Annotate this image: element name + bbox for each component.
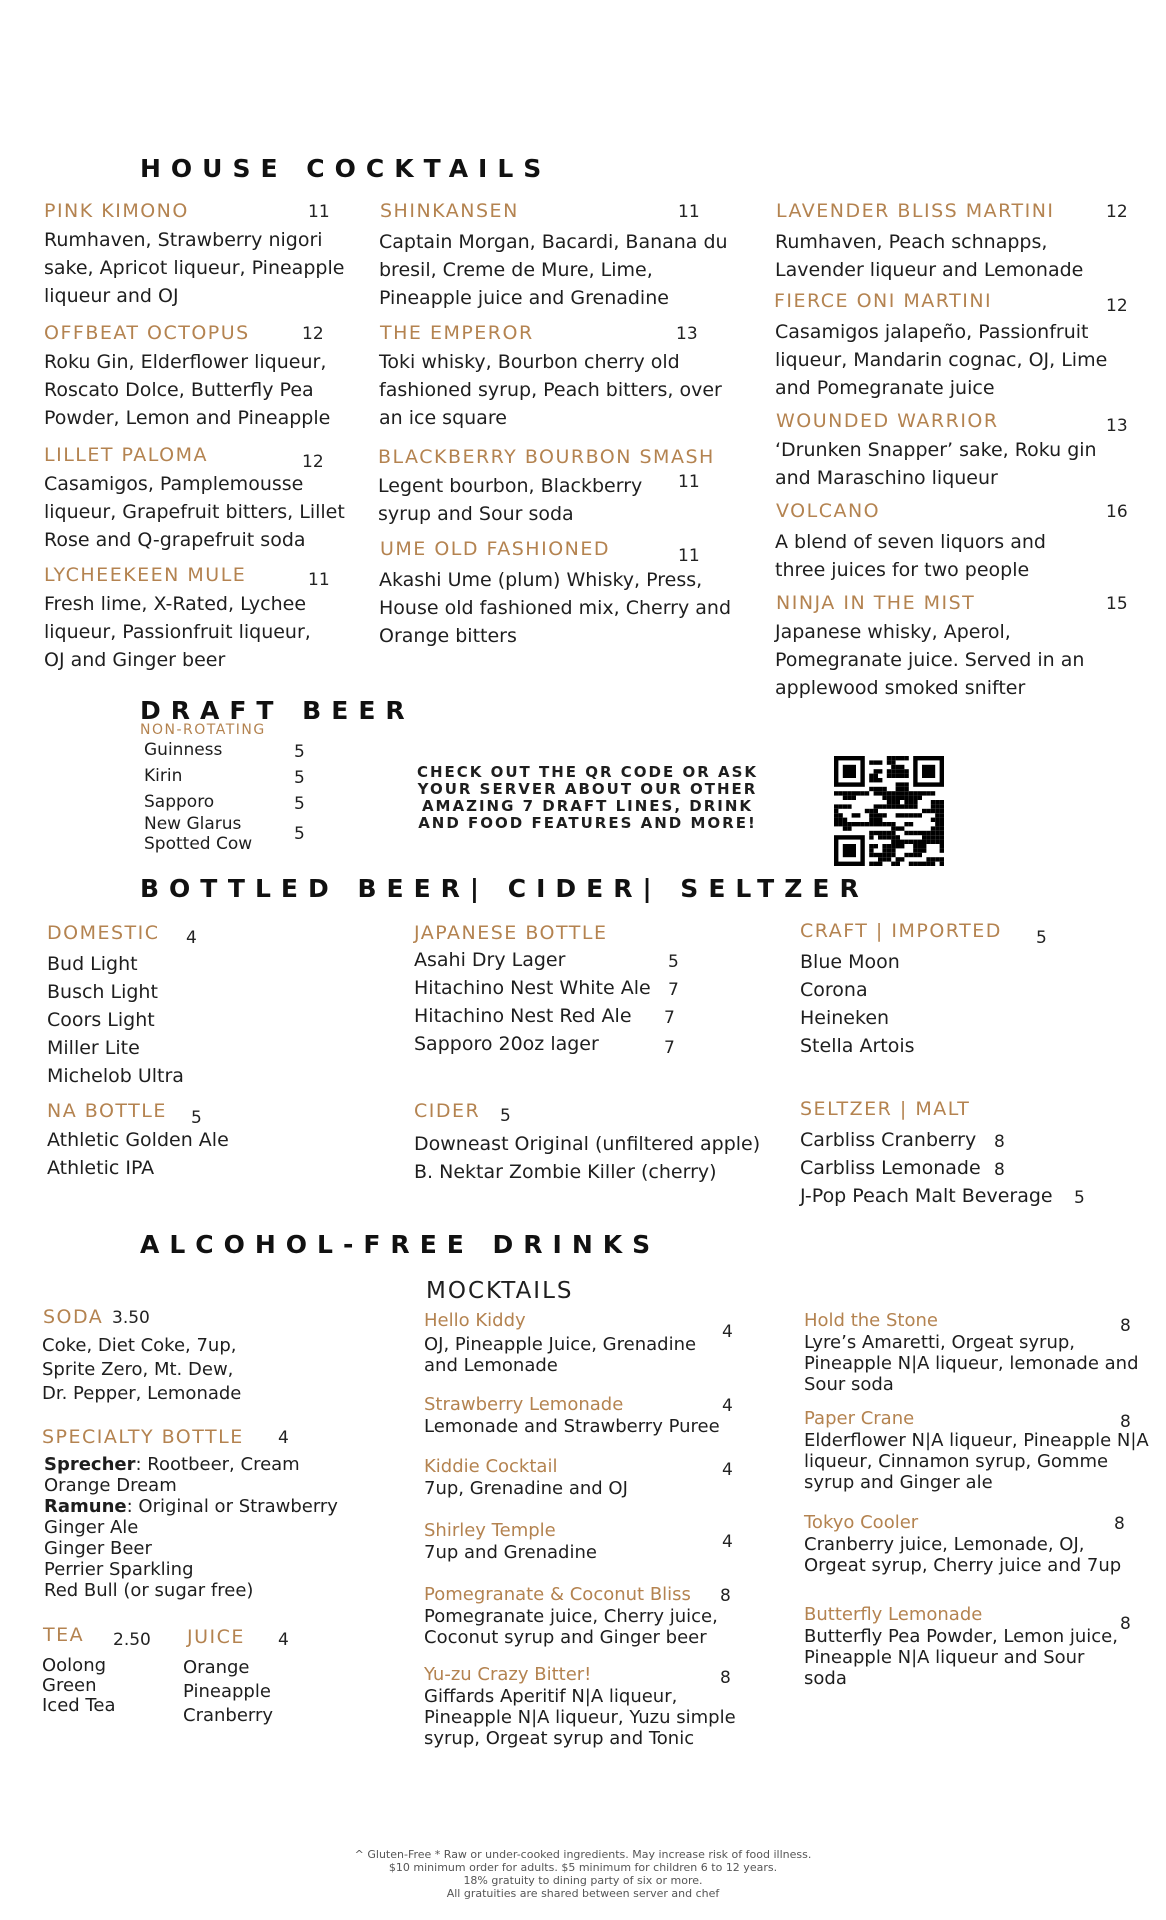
soda-price: 3.50 <box>112 1308 150 1328</box>
cocktail-name: UME OLD FASHIONED <box>380 538 610 560</box>
list-item: Iced Tea <box>42 1695 116 1716</box>
mocktail-desc: Lyre’s Amaretti, Orgeat syrup, Pineapple N|A liqueur, lemonade and Sour soda <box>804 1332 1139 1395</box>
mocktail-name: Shirley Temple <box>424 1520 556 1541</box>
footer-line: All gratuities are shared between server and chef <box>446 1887 720 1900</box>
mocktail-price: 8 <box>1120 1614 1131 1634</box>
mocktail-name: Kiddie Cocktail <box>424 1456 558 1477</box>
cocktail-name: SHINKANSEN <box>380 200 519 222</box>
mocktail-price: 4 <box>722 1532 733 1552</box>
list-item: Hitachino Nest Red Ale <box>414 1005 632 1027</box>
mocktail-name: Butterfly Lemonade <box>804 1604 983 1625</box>
list-item: Orange <box>183 1657 250 1678</box>
list-item: Carbliss Lemonade <box>800 1157 981 1179</box>
na-bottle-list <box>47 1126 229 1182</box>
mocktail-desc: Pomegranate juice, Cherry juice, Coconut syrup and Ginger beer <box>424 1606 718 1648</box>
cocktail-price: 12 <box>302 324 324 344</box>
cider-title: CIDER <box>414 1100 481 1122</box>
domestic-price: 4 <box>186 928 197 948</box>
footer-notes <box>283 1848 883 1900</box>
cocktail-desc: Toki whisky, Bourbon cherry old fashioned syrup, Peach bitters, over an ice square <box>379 351 722 429</box>
cocktail-name: WOUNDED WARRIOR <box>776 410 999 432</box>
footer-line: $10 minimum order for adults. $5 minimum for children 6 to 12 years. <box>388 1861 778 1874</box>
draft-beer-price: 5 <box>294 824 305 844</box>
list-item: Sapporo 20oz lager <box>414 1033 599 1055</box>
draft-beer-name: Kirin <box>144 766 183 786</box>
cocktail-name: LILLET PALOMA <box>44 444 209 466</box>
craft-list <box>800 948 915 1060</box>
mocktail-name: Paper Crane <box>804 1408 915 1429</box>
japanese-price: 7 <box>664 1038 675 1058</box>
list-item: J-Pop Peach Malt Beverage <box>800 1185 1053 1207</box>
specialty-list <box>44 1454 338 1601</box>
cocktail-name: LYCHEEKEEN MULE <box>44 564 247 586</box>
mocktail-name: Hold the Stone <box>804 1310 938 1331</box>
list-item: Downeast Original (unfiltered apple) <box>414 1133 761 1155</box>
cocktail-price: 12 <box>1106 296 1128 316</box>
list-item: B. Nektar Zombie Killer (cherry) <box>414 1161 717 1183</box>
cocktail-desc: Roku Gin, Elderflower liqueur, Roscato Dolce, Butterfly Pea Powder, Lemon and Pineapple <box>44 351 331 429</box>
ramune-label: Ramune <box>44 1496 127 1517</box>
mocktail-price: 8 <box>1114 1514 1125 1534</box>
list-item: Coors Light <box>47 1009 155 1031</box>
mocktail-price: 8 <box>1120 1412 1131 1432</box>
cocktail-price: 11 <box>678 546 700 566</box>
mocktail-name: Strawberry Lemonade <box>424 1394 624 1415</box>
domestic-title: DOMESTIC <box>47 922 160 944</box>
list-item: Sprite Zero, Mt. Dew, <box>42 1359 234 1380</box>
list-item: Stella Artois <box>800 1035 915 1057</box>
cocktail-name: OFFBEAT OCTOPUS <box>44 322 250 344</box>
list-item: Pineapple <box>183 1681 271 1702</box>
cocktail-price: 11 <box>308 202 330 222</box>
list-item: Heineken <box>800 1007 890 1029</box>
seltzer-price: 8 <box>994 1132 1005 1152</box>
cocktail-desc: Casamigos jalapeño, Passionfruit liqueur, Mandarin cognac, OJ, Lime and Pomegranate juice <box>775 321 1108 399</box>
cocktail-name: BLACKBERRY BOURBON SMASH <box>378 446 715 468</box>
domestic-list <box>47 950 184 1090</box>
cocktail-price: 12 <box>1106 202 1128 222</box>
cocktail-price: 11 <box>678 202 700 222</box>
mocktail-desc: Giffards Aperitif N|A liqueur, Pineapple N|A liqueur, Yuzu simple syrup, Orgeat syrup and Tonic <box>424 1686 736 1749</box>
juice-list <box>183 1656 273 1728</box>
draft-beer-name: Guinness <box>144 740 223 760</box>
cocktail-desc: ‘Drunken Snapper’ sake, Roku gin and Maraschino liqueur <box>775 439 1097 489</box>
cocktail-desc: A blend of seven liquors and three juices for two people <box>775 531 1046 581</box>
japanese-price: 7 <box>668 980 679 1000</box>
list-item: Coke, Diet Coke, 7up, <box>42 1335 237 1356</box>
cocktail-desc: Rumhaven, Peach schnapps, Lavender liqueur and Lemonade <box>775 231 1084 281</box>
list-item: Ginger Ale <box>44 1517 139 1538</box>
seltzer-title: SELTZER | MALT <box>800 1098 971 1120</box>
japanese-list <box>414 946 651 1058</box>
draft-beer-price: 5 <box>294 768 305 788</box>
cocktail-name: PINK KIMONO <box>44 200 189 222</box>
mocktail-name: Yu-zu Crazy Bitter! <box>424 1664 592 1685</box>
mocktail-desc: Butterfly Pea Powder, Lemon juice, Pineapple N|A liqueur and Sour soda <box>804 1626 1118 1689</box>
cocktail-name: NINJA IN THE MIST <box>776 592 976 614</box>
cocktail-price: 16 <box>1106 502 1128 522</box>
cocktail-name: LAVENDER BLISS MARTINI <box>776 200 1055 222</box>
list-item: Carbliss Cranberry <box>800 1129 977 1151</box>
list-item: Ginger Beer <box>44 1538 152 1559</box>
footer-line: ^ Gluten-Free * Raw or under-cooked ingredients. May increase risk of food illness. <box>354 1848 812 1861</box>
cocktail-desc: Akashi Ume (plum) Whisky, Press, House old fashioned mix, Cherry and Orange bitters <box>379 569 732 647</box>
cocktail-name: FIERCE ONI MARTINI <box>774 290 993 312</box>
alcohol-free-heading: ALCOHOL-FREE DRINKS <box>140 1230 661 1259</box>
mocktail-name: Pomegranate & Coconut Bliss <box>424 1584 691 1605</box>
list-item: Orange Dream <box>44 1475 177 1496</box>
mocktail-desc: OJ, Pineapple Juice, Grenadine and Lemonade <box>424 1334 697 1376</box>
list-item: Ramune: Original or Strawberry <box>44 1496 338 1517</box>
cocktail-desc: Casamigos, Pamplemousse liqueur, Grapefruit bitters, Lillet Rose and Q-grapefruit soda <box>44 473 345 551</box>
list-item: Green <box>42 1675 97 1696</box>
list-item: Asahi Dry Lager <box>414 949 566 971</box>
mocktail-desc: Elderflower N|A liqueur, Pineapple N|A liqueur, Cinnamon syrup, Gomme syrup and Ginger ale <box>804 1430 1149 1493</box>
list-item: Hitachino Nest White Ale <box>414 977 651 999</box>
qr-code[interactable] <box>834 756 944 866</box>
mocktail-desc: Lemonade and Strawberry Puree <box>424 1416 720 1437</box>
list-item: Sprecher: Rootbeer, Cream <box>44 1454 300 1475</box>
mocktail-desc: 7up, Grenadine and OJ <box>424 1478 628 1499</box>
soda-title: SODA <box>43 1306 104 1328</box>
cocktail-price: 13 <box>676 324 698 344</box>
cider-price: 5 <box>500 1106 511 1126</box>
mocktail-price: 4 <box>722 1322 733 1342</box>
specialty-title: SPECIALTY BOTTLE <box>42 1426 244 1448</box>
cocktail-price: 13 <box>1106 416 1128 436</box>
japanese-title: JAPANESE BOTTLE <box>414 922 608 944</box>
sprecher-label: Sprecher <box>44 1454 136 1475</box>
cocktail-price: 11 <box>678 472 700 492</box>
na-bottle-title: NA BOTTLE <box>47 1100 167 1122</box>
juice-price: 4 <box>278 1630 289 1650</box>
cider-list <box>414 1130 760 1186</box>
cocktail-price: 15 <box>1106 594 1128 614</box>
draft-beer-name: New Glarus Spotted Cow <box>144 814 253 854</box>
draft-beer-heading: DRAFT BEER <box>140 696 415 725</box>
mocktail-price: 4 <box>722 1396 733 1416</box>
list-item: Miller Lite <box>47 1037 140 1059</box>
mocktail-price: 4 <box>722 1460 733 1480</box>
mocktail-name: Hello Kiddy <box>424 1310 526 1331</box>
seltzer-list <box>800 1126 1053 1210</box>
list-item: Busch Light <box>47 981 158 1003</box>
mocktail-price: 8 <box>720 1586 731 1606</box>
bottled-heading: BOTTLED BEER| CIDER| SELTZER <box>140 874 869 903</box>
mocktail-desc: 7up and Grenadine <box>424 1542 597 1563</box>
list-item: Corona <box>800 979 868 1001</box>
list-item: Oolong <box>42 1655 107 1676</box>
list-item: Athletic IPA <box>47 1157 155 1179</box>
draft-beer-name: Sapporo <box>144 792 215 812</box>
na-bottle-price: 5 <box>191 1108 202 1128</box>
mocktail-name: Tokyo Cooler <box>804 1512 919 1533</box>
craft-title: CRAFT | IMPORTED <box>800 920 1002 942</box>
cocktail-desc: Legent bourbon, Blackberry syrup and Sour soda <box>378 475 643 525</box>
cocktail-desc: Rumhaven, Strawberry nigori sake, Apricot liqueur, Pineapple liqueur and OJ <box>44 229 345 307</box>
cocktail-name: VOLCANO <box>776 500 881 522</box>
house-cocktails-heading: HOUSE COCKTAILS <box>140 154 552 183</box>
list-item: Michelob Ultra <box>47 1065 184 1087</box>
mocktail-price: 8 <box>1120 1316 1131 1336</box>
list-item: Dr. Pepper, Lemonade <box>42 1383 242 1404</box>
juice-title: JUICE <box>187 1626 245 1648</box>
non-rotating-label: NON-ROTATING <box>140 722 266 738</box>
soda-list <box>42 1334 241 1406</box>
footer-line: 18% gratuity to dining party of six or more. <box>463 1874 703 1887</box>
mocktail-desc: Cranberry juice, Lemonade, OJ, Orgeat syrup, Cherry juice and 7up <box>804 1534 1122 1576</box>
japanese-price: 5 <box>668 952 679 972</box>
mocktail-price: 8 <box>720 1668 731 1688</box>
list-item: Bud Light <box>47 953 138 975</box>
specialty-price: 4 <box>278 1428 289 1448</box>
cocktail-desc: Captain Morgan, Bacardi, Banana du bresil, Creme de Mure, Lime, Pineapple juice and Grenadine <box>379 231 728 309</box>
seltzer-price: 8 <box>994 1160 1005 1180</box>
list-item: Cranberry <box>183 1705 274 1726</box>
craft-price: 5 <box>1036 928 1047 948</box>
cocktail-desc: Fresh lime, X-Rated, Lychee liqueur, Passionfruit liqueur, OJ and Ginger beer <box>44 593 311 671</box>
cocktail-price: 11 <box>308 570 330 590</box>
tea-title: TEA <box>43 1624 85 1646</box>
tea-price: 2.50 <box>113 1630 151 1650</box>
list-item: Perrier Sparkling <box>44 1559 194 1580</box>
list-item: Blue Moon <box>800 951 900 973</box>
qr-callout-text: CHECK OUT THE QR CODE OR ASK YOUR SERVER ABOUT OUR OTHER AMAZING 7 DRAFT LINES, DRINK AND FOOD FEATURES AND MORE! <box>416 763 759 832</box>
list-item: Athletic Golden Ale <box>47 1129 229 1151</box>
draft-beer-price: 5 <box>294 742 305 762</box>
seltzer-price: 5 <box>1074 1188 1085 1208</box>
mocktails-heading: MOCKTAILS <box>426 1278 574 1304</box>
cocktail-desc: Japanese whisky, Aperol, Pomegranate juice. Served in an applewood smoked snifter <box>775 621 1085 699</box>
cocktail-price: 12 <box>302 452 324 472</box>
tea-list <box>42 1656 115 1716</box>
cocktail-name: THE EMPEROR <box>380 322 534 344</box>
draft-beer-price: 5 <box>294 794 305 814</box>
japanese-price: 7 <box>664 1008 675 1028</box>
list-item: Red Bull (or sugar free) <box>44 1580 254 1601</box>
